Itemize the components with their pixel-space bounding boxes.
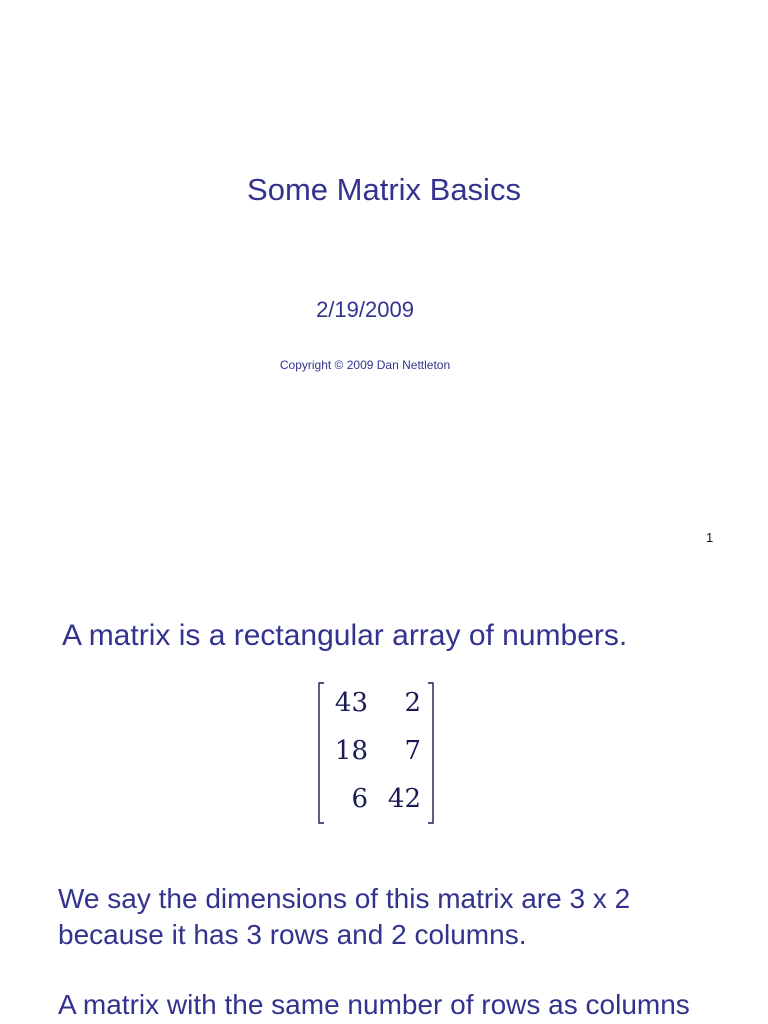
example-matrix	[316, 681, 436, 825]
slide-title: Some Matrix Basics	[247, 172, 521, 207]
square-matrix-text: A matrix with the same number of rows as columns	[58, 989, 690, 1020]
matrix-cell: 43	[334, 688, 368, 718]
right-bracket	[428, 683, 433, 823]
matrix-cell: 6	[351, 784, 368, 814]
page-number: 1	[706, 530, 714, 545]
matrix-cell: 2	[404, 688, 421, 718]
matrix-cell: 42	[387, 784, 421, 814]
matrix-cell: 18	[334, 736, 368, 766]
dimensions-text-line-2: because it has 3 rows and 2 columns.	[58, 919, 527, 950]
matrix-definition-text: A matrix is a rectangular array of numbers.	[62, 619, 628, 652]
matrix-cell: 7	[404, 736, 421, 766]
left-bracket	[319, 683, 324, 823]
copyright-notice: Copyright © 2009 Dan Nettleton	[279, 358, 451, 372]
slide-date: 2/19/2009	[316, 297, 414, 322]
dimensions-text-line-1: We say the dimensions of this matrix are 3 x 2	[58, 883, 631, 914]
